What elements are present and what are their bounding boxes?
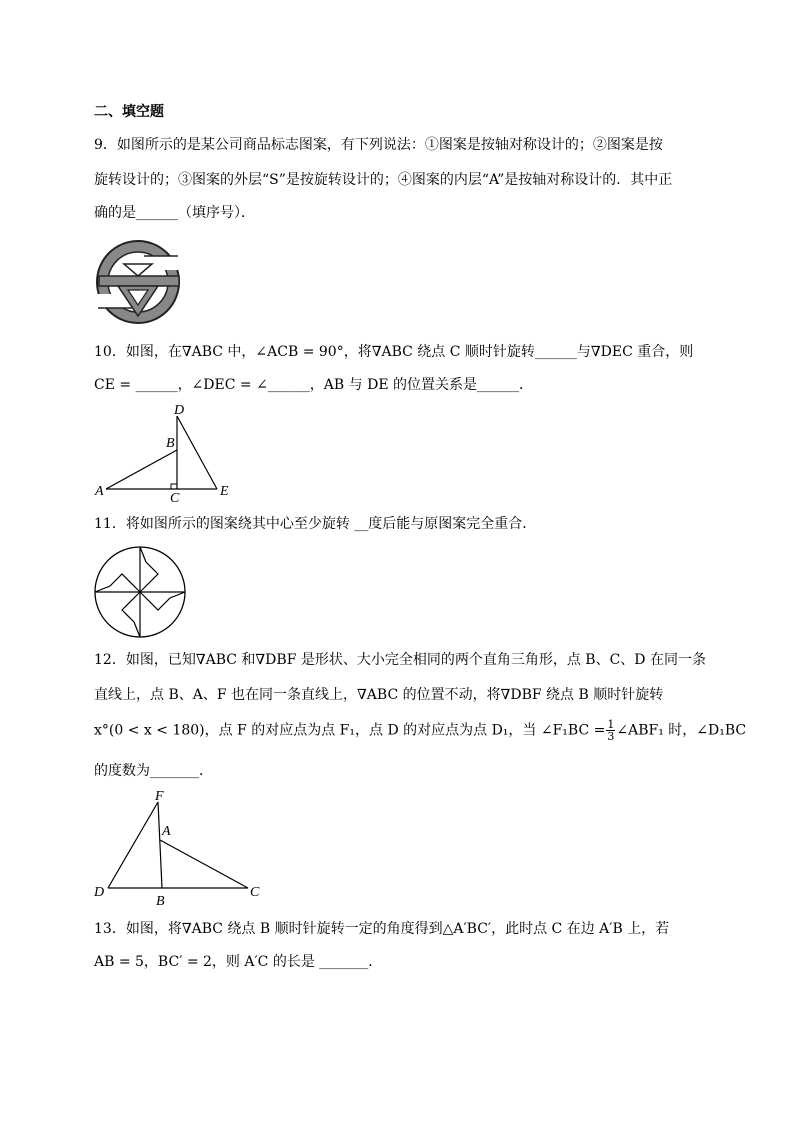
label-D: D (94, 885, 105, 900)
fraction-denominator: 3 (607, 730, 615, 743)
pinwheel-figure (92, 544, 188, 640)
q13-line-2: AB = 5，BC′ = 2，则 A′C 的长是 _______． (94, 954, 383, 970)
label-B: B (156, 894, 165, 908)
fraction-numerator: 1 (607, 718, 615, 731)
logo-figure (94, 238, 184, 326)
label-E: E (220, 484, 229, 499)
label-C: C (170, 491, 180, 505)
label-D: D (174, 403, 185, 418)
q11-line-1: 11．将如图所示的图案绕其中心至少旋转 __度后能与原图案完全重合． (94, 516, 537, 532)
label-C: C (250, 885, 260, 900)
triangle-figure-q12 (90, 788, 270, 908)
triangle-figure-q10 (92, 400, 242, 505)
q12-line-1: 12．如图，已知∇ABC 和∇DBF 是形状、大小完全相同的两个直角三角形，点 B、C、D 在同一条 (94, 652, 706, 668)
q9-line-3: 确的是______（填序号）． (94, 205, 255, 221)
q12-line-3 (94, 719, 746, 742)
label-B: B (166, 436, 175, 451)
label-A: A (95, 484, 104, 499)
q12-line-3a: x°(0 < x < 180)，点 F 的对应点为点 F₁，点 D 的对应点为点 D₁，当 ∠F₁BC = (94, 722, 606, 739)
q12-line-4: 的度数为_______． (94, 763, 213, 779)
q9-line-1: 9．如图所示的是某公司商品标志图案，有下列说法：①图案是按轴对称设计的；②图案是按 (94, 137, 663, 153)
label-F: F (155, 789, 164, 804)
section-title: 二、填空题 (94, 104, 164, 120)
fraction-one-third (606, 719, 615, 742)
q13-line-1: 13．如图，将∇ABC 绕点 B 顺时针旋转一定的角度得到△A′BC′，此时点 C 在边 A′B 上，若 (94, 921, 670, 937)
q10-line-1: 10．如图，在∇ABC 中，∠ACB = 90°，将∇ABC 绕点 C 顺时针旋转______与∇DEC 重合，则 (94, 344, 694, 360)
label-A: A (162, 824, 171, 839)
q10-line-2: CE = ______，∠DEC = ∠______，AB 与 DE 的位置关系是______． (94, 377, 534, 393)
q12-line-3b: ∠ABF₁ 时，∠D₁BC (616, 722, 747, 739)
q9-line-2: 旋转设计的；③图案的外层“S”是按旋转设计的；④图案的内层“A”是按轴对称设计的．其中正 (94, 172, 673, 188)
q12-line-2: 直线上，点 B、A、F 也在同一条直线上，∇ABC 的位置不动，将∇DBF 绕点 B 顺时针旋转 (94, 687, 664, 703)
